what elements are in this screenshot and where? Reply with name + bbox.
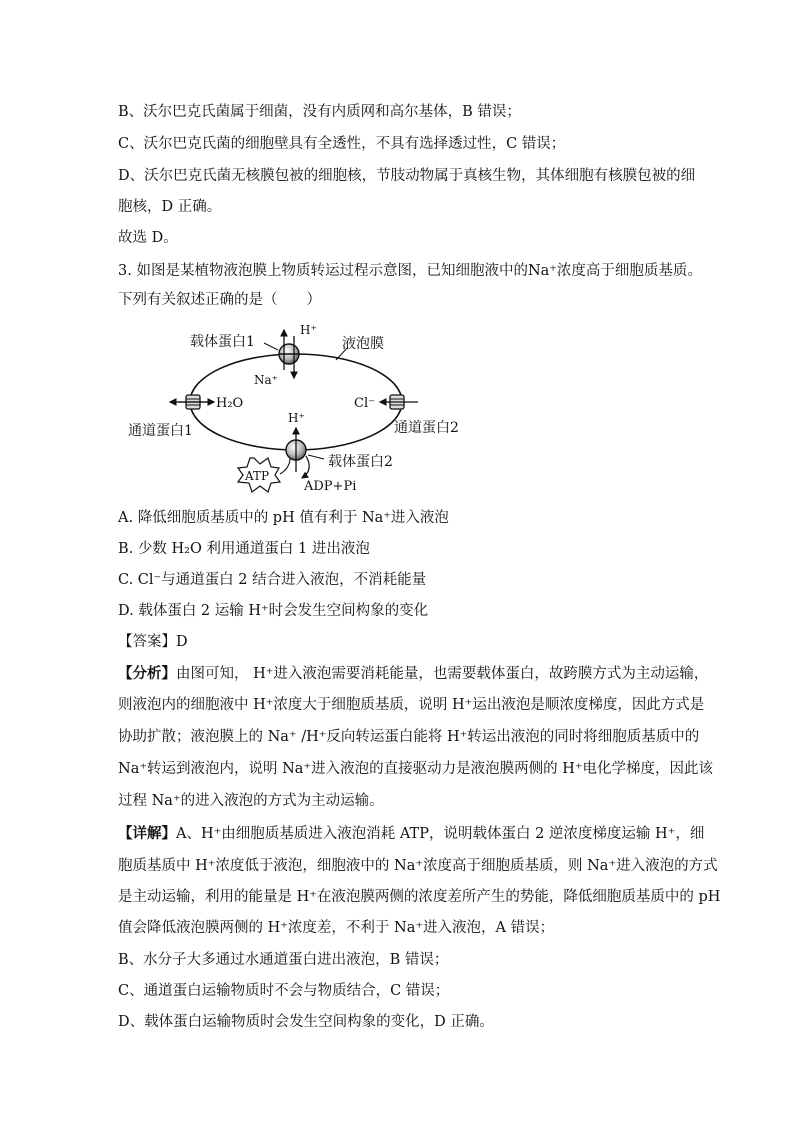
label-channel-protein-2: 通道蛋白2 — [394, 420, 459, 436]
option-b: B. 少数 H₂O 利用通道蛋白 1 进出液泡 — [118, 541, 370, 557]
label-adp-pi: ADP+Pi — [304, 479, 357, 494]
prev-option-c: C、沃尔巴克氏菌的细胞壁具有全透性，不具有选择透过性，C 错误； — [118, 136, 566, 152]
carrier2-leader-line — [308, 455, 324, 459]
label-atp: ATP — [245, 469, 270, 483]
explanation-line5: B、水分子大多通过水通道蛋白进出液泡，B 错误； — [118, 952, 449, 968]
explanation-line6: C、通道蛋白运输物质时不会与物质结合，C 错误； — [118, 983, 450, 999]
label-cl: Cl⁻ — [354, 396, 375, 411]
analysis-line1 — [118, 664, 718, 684]
label-channel-protein-1: 通道蛋白1 — [128, 423, 193, 439]
option-c: C. Cl⁻与通道蛋白 2 结合进入液泡，不消耗能量 — [118, 572, 427, 588]
label-carrier-protein-2: 载体蛋白2 — [328, 454, 393, 470]
carrier1-leader-line — [264, 343, 278, 350]
option-d: D. 载体蛋白 2 运输 H⁺时会发生空间构象的变化 — [118, 603, 429, 619]
analysis-line3: 协助扩散；液泡膜上的 Na⁺ /H⁺反向转运蛋白能将 H⁺转运出液泡的同时将细胞质基质中的 — [118, 729, 700, 745]
label-vacuole-membrane: 液泡膜 — [342, 336, 384, 352]
prev-option-d-line1: D、沃尔巴克氏菌无核膜包被的细胞核，节肢动物属于真核生物，其体细胞有核膜包被的细 — [118, 168, 696, 184]
label-na: Na⁺ — [254, 373, 278, 387]
analysis-line4: Na⁺转运到液泡内，说明 Na⁺进入液泡的直接驱动力是液泡膜两侧的 H⁺电化学梯度，因此该 — [118, 761, 713, 777]
explanation-text-1: A、H⁺由细胞质基质进入液泡消耗 ATP，说明载体蛋白 2 逆浓度梯度运输 H⁺，细 — [176, 826, 705, 842]
prev-choice: 故选 D。 — [118, 230, 178, 246]
label-h-bottom: H⁺ — [288, 411, 305, 425]
label-carrier-protein-1: 载体蛋白1 — [190, 334, 255, 350]
atp-hydrolysis-arrow — [302, 456, 309, 478]
channel-protein-2 — [380, 395, 418, 409]
transport-diagram — [118, 322, 518, 502]
explanation-line1 — [118, 824, 718, 844]
carrier-protein-2 — [286, 428, 309, 478]
explanation-line3: 是主动运输，利用的能量是 H⁺在液泡膜两侧的浓度差所产生的势能，降低细胞质基质中的 pH — [118, 889, 721, 905]
option-a: A. 降低细胞质基质中的 pH 值有利于 Na⁺进入液泡 — [118, 510, 449, 526]
analysis-text-1: 由图可知， H⁺进入液泡需要消耗能量，也需要载体蛋白，故跨膜方式为主动运输， — [176, 666, 709, 682]
explanation-line2: 胞质基质中 H⁺浓度低于液泡，细胞液中的 Na⁺浓度高于细胞质基质，则 Na⁺进入液泡的方式 — [118, 858, 718, 874]
prev-option-d-line2: 胞核，D 正确。 — [118, 199, 222, 215]
label-h-top: H⁺ — [300, 323, 317, 337]
prev-option-b: B、沃尔巴克氏菌属于细菌，没有内质网和高尔基体，B 错误； — [118, 104, 521, 120]
explanation-line4: 值会降低液泡膜两侧的 H⁺浓度差，不利于 Na⁺进入液泡，A 错误； — [118, 920, 555, 936]
explanation-label: 【详解】 — [118, 825, 176, 842]
explanation-line7: D、载体蛋白运输物质时会发生空间构象的变化，D 正确。 — [118, 1014, 494, 1030]
analysis-line5: 过程 Na⁺的进入液泡的方式为主动运输。 — [118, 793, 384, 809]
carrier-protein-1 — [279, 330, 299, 378]
channel-protein-1 — [170, 395, 214, 409]
analysis-label: 【分析】 — [118, 665, 176, 682]
analysis-line2: 则液泡内的细胞液中 H⁺浓度大于细胞质基质，说明 H⁺运出液泡是顺浓度梯度，因此方式是 — [118, 697, 705, 713]
question-line1: 3. 如图是某植物液泡膜上物质转运过程示意图，已知细胞液中的Na⁺浓度高于细胞质基质。 — [118, 263, 702, 279]
answer: 【答案】D — [118, 634, 188, 650]
atp-link-line — [280, 458, 290, 474]
label-h2o: H₂O — [216, 396, 244, 411]
question-line2: 下列有关叙述正确的是（ ） — [118, 292, 321, 308]
